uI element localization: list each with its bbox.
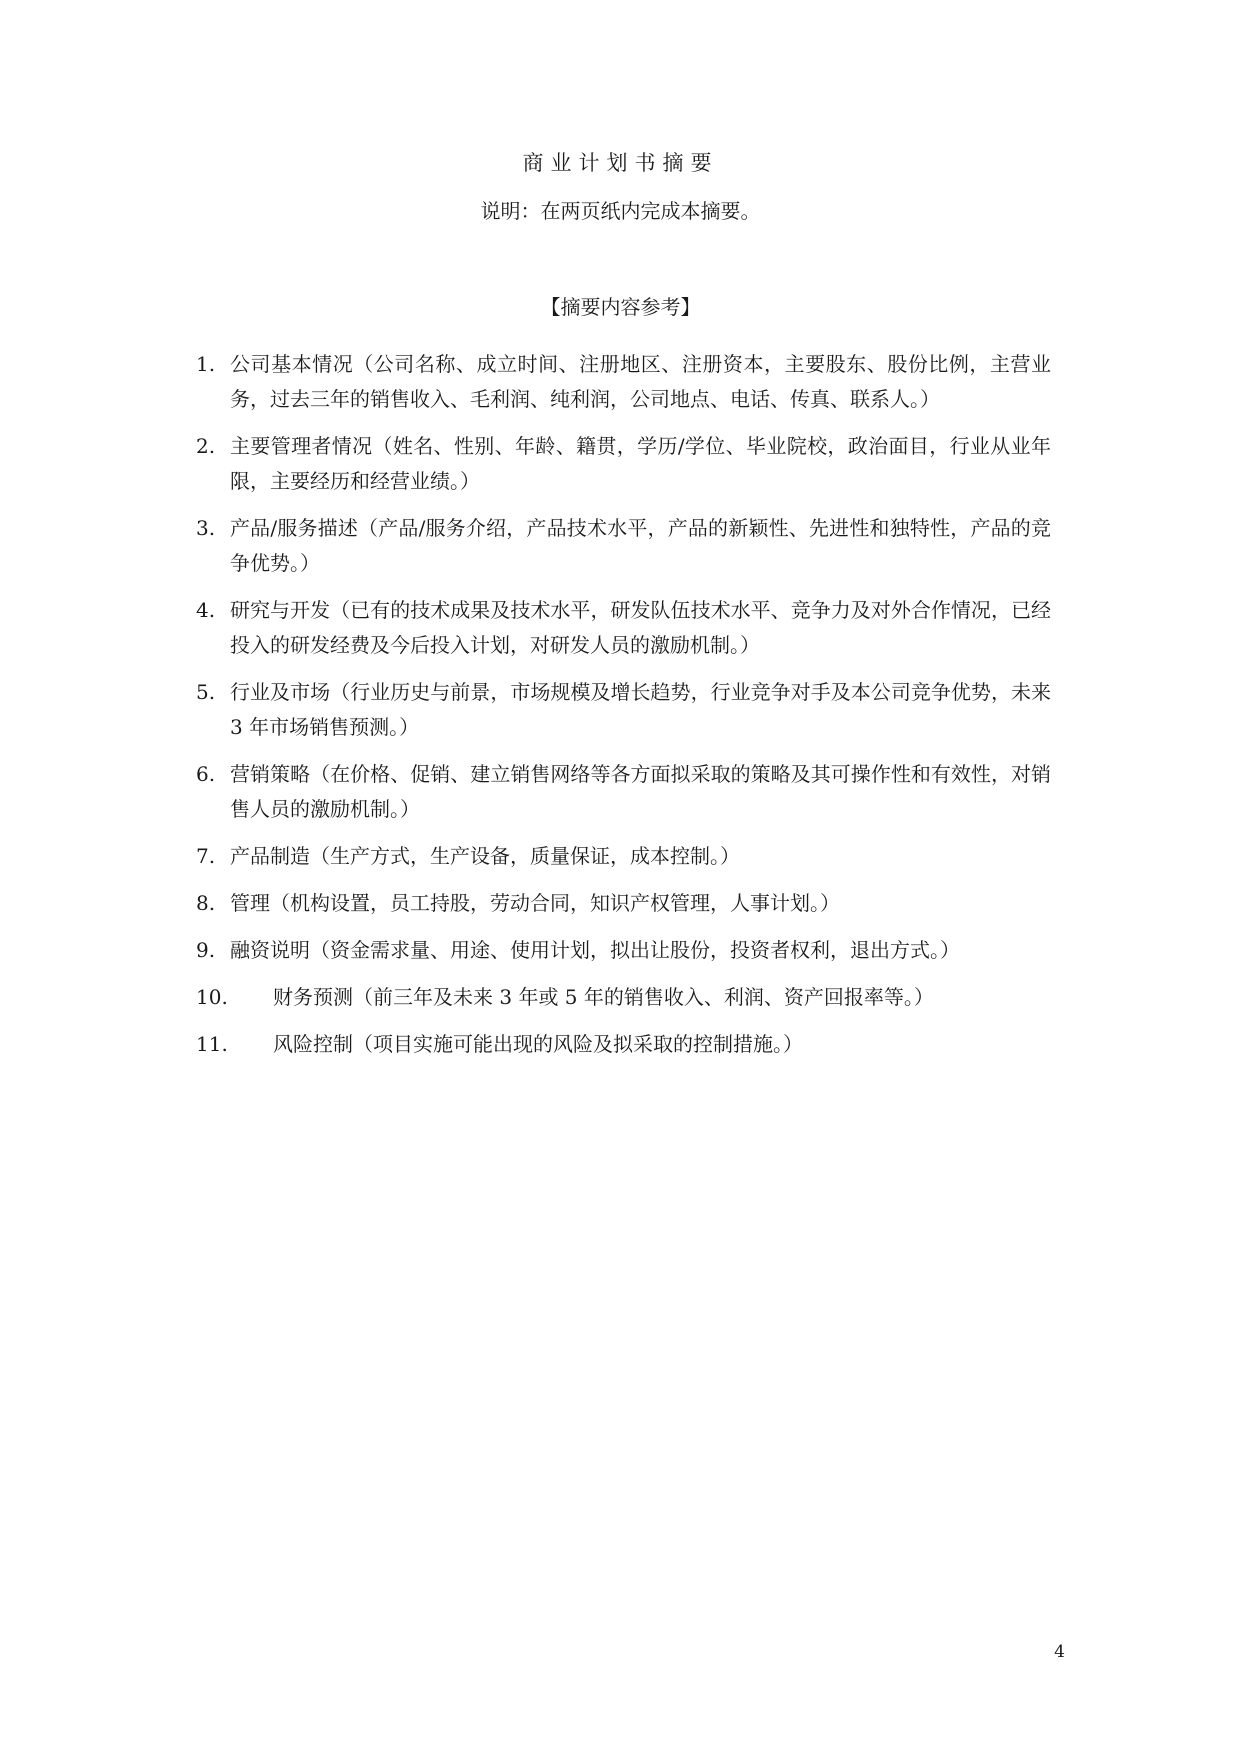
list-item: [196, 429, 1051, 499]
item-text: 研究与开发（已有的技术成果及技术水平，研发队伍技术水平、竞争力及对外合作情况，已经投入的研发经费及今后投入计划，对研发人员的激励机制。）: [230, 598, 1051, 657]
list-item: [196, 886, 1051, 921]
item-number: 1.: [196, 352, 216, 376]
item-text: 行业及市场（行业历史与前景，市场规模及增长趋势，行业竞争对手及本公司竞争优势，未来 3 年市场销售预测。）: [230, 680, 1051, 739]
item-number: 10.: [196, 985, 228, 1009]
page-number: 4: [1054, 1642, 1065, 1662]
item-number: 4.: [196, 598, 216, 622]
item-text: 公司基本情况（公司名称、成立时间、注册地区、注册资本，主要股东、股份比例，主营业务，过去三年的销售收入、毛利润、纯利润，公司地点、电话、传真、联系人。）: [230, 352, 1051, 411]
item-number: 3.: [196, 516, 216, 540]
instruction-text: 说明：在两页纸内完成本摘要。: [480, 199, 761, 223]
list-item: [196, 1027, 1051, 1062]
item-text: 产品制造（生产方式，生产设备，质量保证，成本控制。）: [230, 844, 740, 868]
item-text: 风险控制（项目实施可能出现的风险及拟采取的控制措施。）: [273, 1032, 803, 1056]
summary-item-list: [196, 347, 1051, 1074]
item-number: 9.: [196, 938, 216, 962]
list-item: [196, 511, 1051, 581]
list-item: [196, 757, 1051, 827]
item-text: 主要管理者情况（姓名、性别、年龄、籍贯，学历/学位、毕业院校，政治面目，行业从业年限，主要经历和经营业绩。）: [230, 434, 1051, 493]
list-item: [196, 933, 1051, 968]
item-number: 8.: [196, 891, 216, 915]
item-text: 管理（机构设置，员工持股，劳动合同，知识产权管理，人事计划。）: [230, 891, 840, 915]
list-item: [196, 980, 1051, 1015]
section-heading: 【摘要内容参考】: [540, 295, 701, 319]
list-item: [196, 347, 1051, 417]
item-text: 产品/服务描述（产品/服务介绍，产品技术水平，产品的新颖性、先进性和独特性，产品的竞争优势。）: [230, 516, 1051, 575]
item-text: 融资说明（资金需求量、用途、使用计划，拟出让股份，投资者权利，退出方式。）: [230, 938, 960, 962]
item-number: 11.: [196, 1032, 228, 1056]
document-title: 商业计划书摘要: [522, 151, 719, 175]
item-number: 2.: [196, 434, 216, 458]
item-number: 6.: [196, 762, 216, 786]
list-item: [196, 675, 1051, 745]
list-item: [196, 593, 1051, 663]
list-item: [196, 839, 1051, 874]
item-text: 营销策略（在价格、促销、建立销售网络等各方面拟采取的策略及其可操作性和有效性，对销售人员的激励机制。）: [230, 762, 1051, 821]
item-number: 7.: [196, 844, 216, 868]
item-number: 5.: [196, 680, 216, 704]
item-text: 财务预测（前三年及未来 3 年或 5 年的销售收入、利润、资产回报率等。）: [273, 985, 934, 1009]
